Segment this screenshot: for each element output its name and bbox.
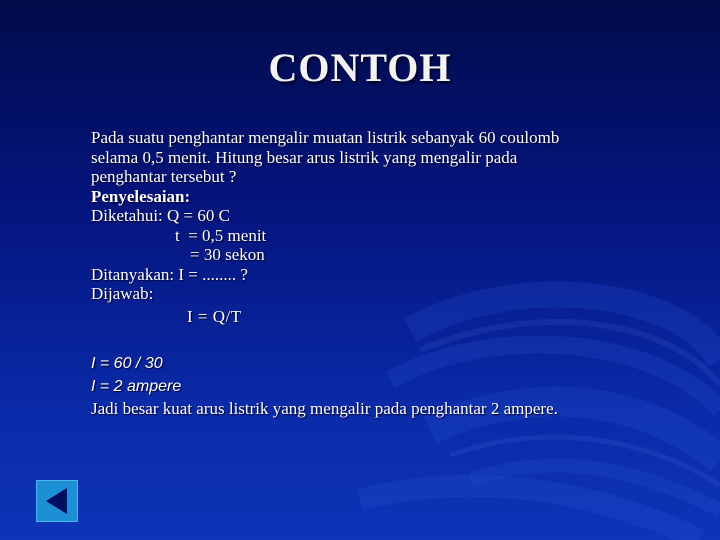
known-time-seconds: = 30 sekon <box>190 245 265 264</box>
problem-text-line-2: selama 0,5 menit. Hitung besar arus listrik yang mengalir pada <box>91 147 518 167</box>
slide-body <box>91 128 661 419</box>
triangle-left-icon <box>37 481 77 521</box>
solution-heading: Penyelesaian: <box>91 186 191 206</box>
spacer <box>91 326 661 352</box>
known-time: t = 0,5 menit <box>175 225 267 245</box>
slide-title: CONTOH <box>268 45 452 90</box>
current-formula: I = Q/T <box>187 306 242 326</box>
back-navigation-button[interactable] <box>36 480 78 522</box>
problem-text-line-1: Pada suatu penghantar mengalir muatan listrik sebanyak 60 coulomb <box>91 128 560 147</box>
conclusion-text: Jadi besar kuat arus listrik yang mengalir pada penghantar 2 ampere. <box>91 399 558 418</box>
asked-quantity: Ditanyakan: I = ........ ? <box>91 264 248 284</box>
calculation-step-1: I = 60 / 30 <box>91 355 163 372</box>
problem-text-line-3: penghantar tersebut ? <box>91 167 237 186</box>
known-charge: Diketahui: Q = 60 C <box>91 206 230 225</box>
calculation-step-2: I = 2 ampere <box>91 378 182 395</box>
answer-label: Dijawab: <box>91 284 154 303</box>
